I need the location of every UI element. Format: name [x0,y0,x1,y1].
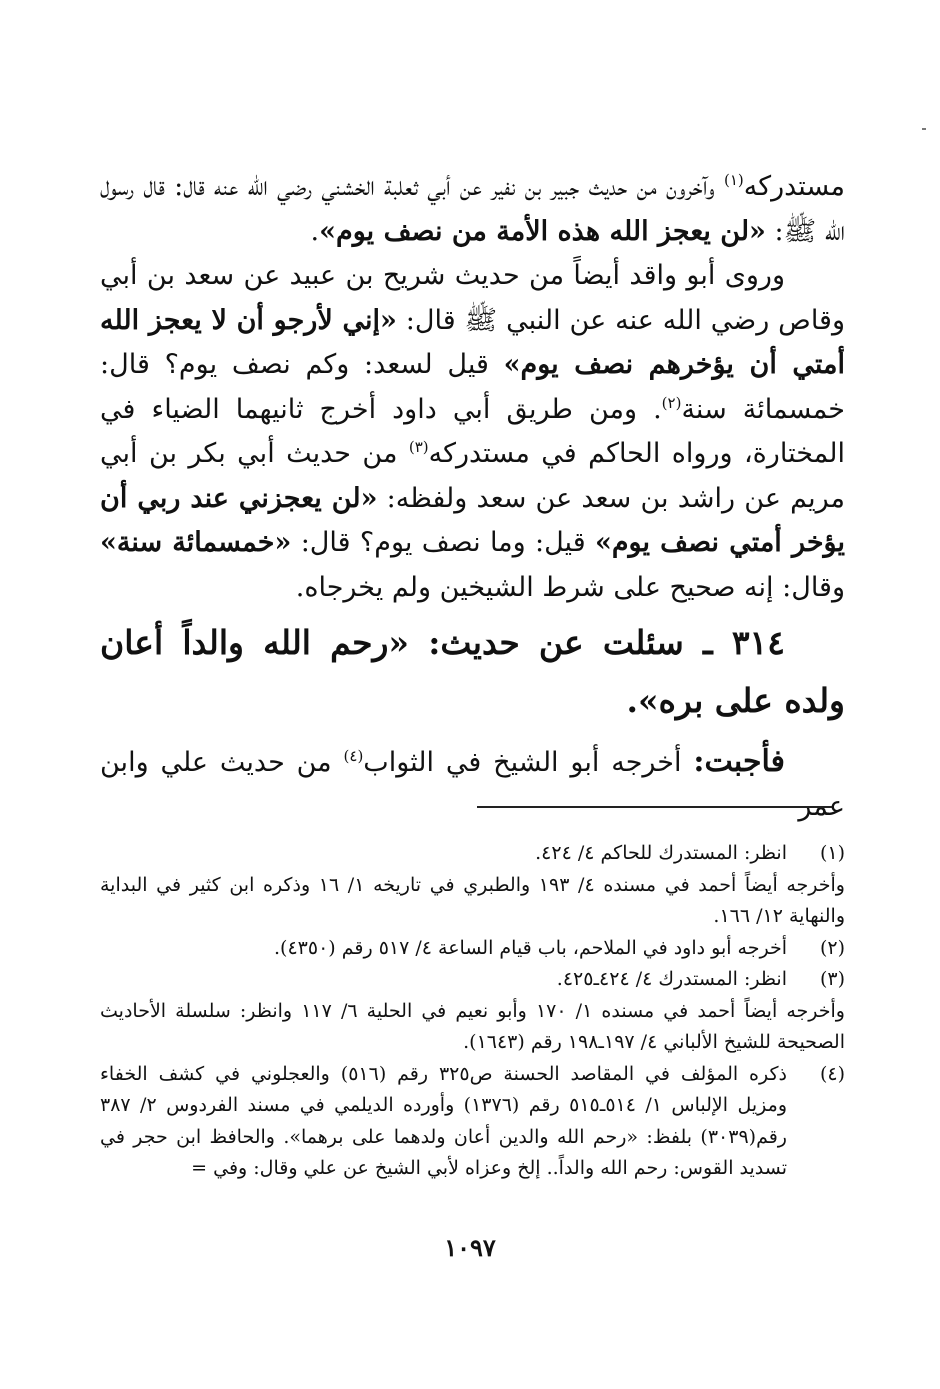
footnote-line: انظر: المستدرك للحاكم ٤/ ٤٢٤. [535,842,787,864]
footnote-line: أخرجه أبو داود في الملاحم، باب قيام الساعة ٤/ ٥١٧ رقم (٤٣٥٠). [274,936,787,959]
body-text [100,165,845,610]
text-run: أخرجه أبو الشيخ في الثواب [363,747,694,778]
footnote-3 [100,964,845,996]
hadith-quote: «لن يعجزني عند ربي أن يؤخر أمتي نصف يوم» [100,482,846,558]
text-run: من حديث علي وابن عمر [100,747,845,822]
footnote-4 [100,1059,845,1185]
text-run: وقال: إنه صحيح على شرط الشيخين ولم يخرجاه. [295,571,845,603]
paragraph-1 [100,165,845,254]
text-run: قيل: وما نصف يوم؟ قال: [291,527,595,558]
hadith-quote: «خمسمائة سنة» [100,527,292,558]
footnote-number: (٢) [819,936,845,959]
page-number: ١٠٩٧ [444,1233,496,1262]
text-run: مستدركه [743,171,845,202]
hadith-quote: «لن يعجز الله هذه الأمة من نصف يوم» [319,215,766,247]
text-run: قيل لسعد: وكم نصف يوم؟ قال: خمسمائة سنة [100,349,845,425]
footnote-3-cont [100,996,845,1059]
main-text [100,165,845,829]
paragraph-2 [100,254,845,610]
footnote-number: (١) [819,842,845,864]
hadith-quote: «إني لأرجو أن لا يعجز الله أمتي أن يؤخرهم نصف يوم» [100,304,845,380]
footnote-ref-3[interactable]: (٣) [408,438,429,456]
margin-mark [922,128,926,130]
footnote-number: (٣) [819,968,845,990]
footnote-line: ذكره المؤلف في المقاصد الحسنة ص٣٢٥ رقم (٥١٦) والعجلوني في كشف الخفاء ومزيل الإلباس ١/ ٥١٤ـ٥١٥ رقم (١٣٧٦) وأورده الديلمي في مسند الفردوس ٢/ ٣٨٧ رقم(٣٠٣٩) بلفظ: «رحم الله والدين أعان ولدهما على برهما». والحافظ ابن حجر في تسديد القوس: رحم الله والداً.. إلخ وعزاه لأبي الشيخ عن علي وقال: وفي = [100,1062,787,1179]
text-run: من حديث أبي بكر بن أبي مريم عن راشد بن سعد عن سعد ولفظه: [100,438,845,514]
answer-paragraph [100,740,845,829]
footnote-ref-1[interactable]: (١) [723,171,744,189]
footnotes [100,838,845,1185]
text-run: وآخرون من حديث جبير بن نفير عن أبي ثعلبة الخشني رضي الله عنه قال: قال رسول الله ﷺ: [100,171,845,247]
footnote-number: (٤) [819,1062,845,1085]
text-run: . [310,215,320,247]
text-run: وروى أبو واقد أيضاً من حديث شريح بن عبيد عن سعد بن أبي وقاص رضي الله عنه عن النبي ﷺ قال: [100,260,845,336]
answer-lead: فأجبت: [693,744,785,779]
footnote-2 [100,933,845,965]
footnote-1 [100,838,845,870]
footnote-ref-4[interactable]: (٤) [343,747,364,765]
footnote-separator [477,806,832,808]
footnote-ref-2[interactable]: (٢) [661,393,682,412]
footnote-1-cont [100,870,845,933]
footnote-line: انظر: المستدرك ٤/ ٤٢٤ـ٤٢٥. [556,968,787,990]
question-heading: ٣١٤ ـ سئلت عن حديث: «رحم الله والداً أعان ولده على بره». [100,623,845,720]
footnote-line: وأخرجه أيضاً أحمد في مسنده ١/ ١٧٠ وأبو نعيم في الحلية ٦/ ١١٧ وانظر: سلسلة الأحاديث الصحيحة للشيخ الألباني ٤/ ١٩٧ـ١٩٨ رقم (١٦٤٣). [100,999,845,1053]
footnote-line: وأخرجه أيضاً أحمد في مسنده ٤/ ١٩٣ والطبري في تاريخه ١/ ١٦ وذكره ابن كثير في البداية والنهاية ١٢/ ١٦٦. [100,873,845,927]
text-run: . ومن طريق أبي داود أخرج ثانيهما الضياء في المختارة، ورواه الحاكم في مستدركه [100,393,845,469]
